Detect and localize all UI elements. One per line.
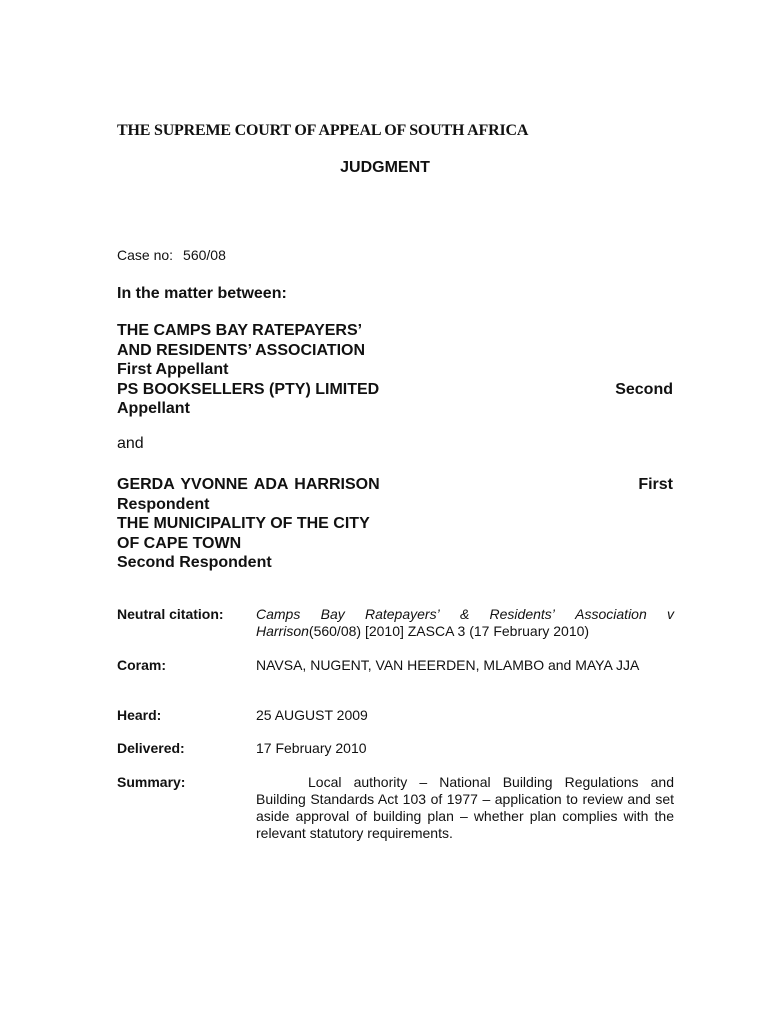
coram-label: Coram:: [117, 657, 167, 673]
case-number-value: 560/08: [183, 247, 226, 263]
heard-label: Heard:: [117, 707, 162, 723]
first-appellant-name-line1: THE CAMPS BAY RATEPAYERS’: [117, 322, 363, 339]
first-respondent-role-word2: Respondent: [117, 495, 210, 513]
second-respondent-role: Second Respondent: [117, 554, 272, 571]
citation-word: Association: [575, 606, 647, 622]
citation-line2: [256, 623, 674, 640]
delivered-value: 17 February 2010: [256, 740, 367, 756]
citation-label: Neutral citation:: [117, 606, 224, 622]
second-respondent-name-line2: OF CAPE TOWN: [117, 534, 242, 552]
second-appellant-role-word1: Second: [615, 380, 673, 398]
citation-word: Ratepayers’: [364, 606, 440, 622]
first-respondent-name: GERDA YVONNE ADA HARRISON: [117, 476, 380, 493]
coram-value: NAVSA, NUGENT, VAN HEERDEN, MLAMBO and MAYA JJA: [256, 657, 640, 673]
summary-text: Local authority – National Building Regulations and Building Standards Act 103 of 1977 – application to review and set aside approval of building plan – whether plan complies with the relevant statutory requirements.: [256, 774, 674, 841]
citation-word: Camps: [256, 606, 301, 622]
citation-word: &: [459, 606, 470, 622]
matter-heading: In the matter between:: [117, 285, 287, 302]
citation-word: v: [667, 606, 674, 622]
court-name: THE SUPREME COURT OF APPEAL OF SOUTH AFRICA: [117, 122, 529, 139]
citation-word: Residents’: [489, 606, 555, 622]
appellants-block: [117, 321, 673, 419]
heard-value: 25 AUGUST 2009: [256, 707, 368, 723]
respondents-block: [117, 475, 673, 573]
case-number-line: [117, 247, 226, 263]
second-appellant-row: [117, 380, 673, 400]
second-appellant-role-word2: Appellant: [117, 400, 190, 417]
citation-value: [256, 606, 674, 640]
first-respondent-row: [117, 475, 673, 495]
delivered-label: Delivered:: [117, 740, 185, 756]
second-respondent-name-line1: THE MUNICIPALITY OF THE CITY: [117, 515, 370, 532]
summary-value: [256, 774, 674, 842]
first-appellant-role: First Appellant: [117, 361, 229, 378]
first-appellant-name-line2: AND RESIDENTS’ ASSOCIATION: [117, 341, 366, 359]
first-respondent-role-word1: First: [638, 476, 673, 493]
citation-rest: (560/08) [2010] ZASCA 3 (17 February 2010): [308, 623, 590, 639]
document-title: JUDGMENT: [340, 159, 430, 176]
and-separator: and: [117, 435, 144, 452]
citation-word: Bay: [320, 606, 345, 622]
citation-party: Harrison: [256, 623, 309, 639]
second-appellant-name: PS BOOKSELLERS (PTY) LIMITED: [117, 380, 380, 398]
citation-line1: [256, 606, 674, 623]
summary-label: Summary:: [117, 774, 186, 790]
case-number-label: Case no:: [117, 247, 174, 263]
